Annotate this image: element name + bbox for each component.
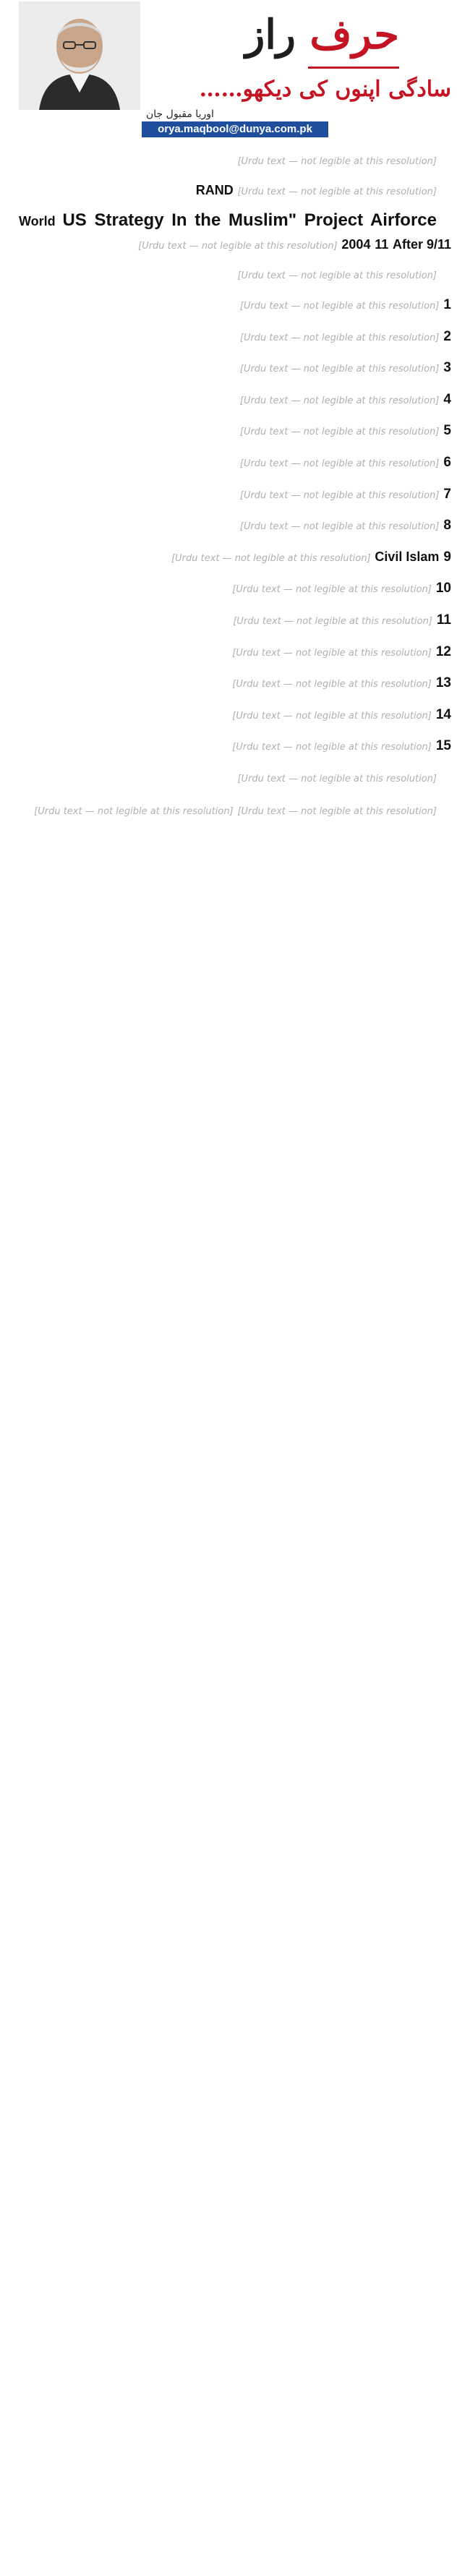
column-logo-text: حرف راز — [245, 11, 399, 59]
paragraph-text: [Urdu text — not legible at this resolution] — [237, 806, 437, 818]
list-item: 4[Urdu text — not legible at this resolution] — [239, 391, 451, 407]
list-item: 3[Urdu text — not legible at this resolution] — [239, 360, 451, 376]
closing-paragraph — [19, 799, 451, 823]
paragraph-text: [Urdu text — not legible at this resolution] — [237, 270, 437, 282]
report-year: 2004 — [341, 236, 371, 252]
author-email[interactable]: orya.maqbool@dunya.com.pk — [142, 121, 328, 137]
article-headline: سادگی اپنوں کی دیکھو…… — [199, 77, 451, 102]
body-paragraph — [19, 209, 451, 257]
list-item: 15[Urdu text — not legible at this resolution] — [232, 738, 451, 754]
list-item: 13[Urdu text — not legible at this resolution] — [232, 675, 451, 691]
logo-underline — [308, 67, 399, 69]
recommendation-list — [19, 294, 451, 759]
list-item: 10[Urdu text — not legible at this resolution] — [232, 581, 451, 596]
list-item: 1[Urdu text — not legible at this resolution] — [239, 296, 451, 312]
paragraph-text: [Urdu text — not legible at this resolution] — [237, 156, 437, 167]
article-body — [19, 149, 451, 823]
paragraph-text: [Urdu text — not legible at this resolution] — [237, 186, 437, 197]
list-item: 9Civil Islam [Urdu text — not legible at this resolution] — [171, 549, 451, 565]
list-item: 8[Urdu text — not legible at this resolution] — [239, 518, 451, 534]
list-item: 6[Urdu text — not legible at this resolution] — [239, 454, 451, 470]
body-paragraph — [19, 766, 451, 791]
report-subtitle: World After 9/11 — [19, 214, 451, 252]
list-item: 7[Urdu text — not legible at this resolution] — [239, 486, 451, 502]
report-title: US Strategy In the Muslim" Project Airforce — [62, 210, 437, 231]
body-paragraph — [19, 149, 451, 174]
column-logo — [245, 11, 399, 59]
rand-reference: RAND — [195, 182, 234, 197]
column-masthead — [19, 0, 451, 147]
paragraph-text: [Urdu text — not legible at this resolution] — [138, 240, 338, 252]
list-item: 2[Urdu text — not legible at this resolution] — [239, 328, 451, 344]
paragraph-text: [Urdu text — not legible at this resolution] — [237, 773, 437, 784]
closing-text: [Urdu text — not legible at this resolution] — [34, 806, 234, 818]
list-item: 5[Urdu text — not legible at this resolution] — [239, 423, 451, 439]
author-byline: اوریا مقبول جان — [146, 108, 214, 120]
columnist-portrait-icon — [19, 1, 140, 110]
list-item: 12[Urdu text — not legible at this resolution] — [232, 643, 451, 659]
points-intro — [19, 263, 451, 288]
body-paragraph — [19, 179, 451, 204]
list-item: 14[Urdu text — not legible at this resolution] — [232, 706, 451, 722]
civil-islam-reference: Civil Islam — [375, 549, 440, 564]
list-item: 11[Urdu text — not legible at this resolution] — [233, 612, 451, 628]
nine-eleven-reference: 11 — [375, 236, 389, 252]
